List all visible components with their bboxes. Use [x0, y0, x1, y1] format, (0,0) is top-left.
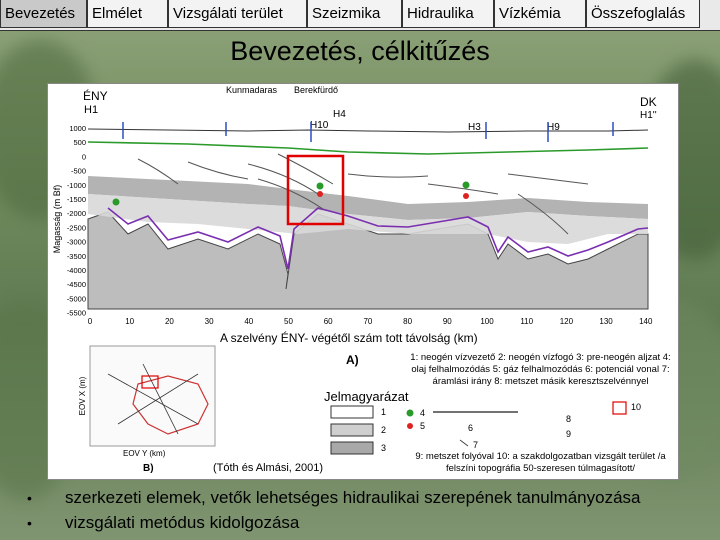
legend-flow-arrow: [460, 440, 468, 446]
bullet-item: [27, 513, 707, 538]
direction-se-label: DK: [640, 95, 657, 109]
cross-section-figure: [47, 83, 679, 480]
y-tick-label: -3500: [66, 251, 86, 261]
x-tick-label: 70: [363, 317, 373, 326]
tab-2[interactable]: Elmélet: [87, 0, 168, 28]
legend-swatch-aquitard: [331, 424, 373, 436]
x-tick-label: 30: [204, 317, 214, 326]
y-axis-ticks: [67, 124, 86, 318]
legend-caption-top: 1: neogén vízvezető 2: neogén vízfogó 3: pre-neogén aljzat 4: olaj felhalmozódás 5: gáz felhalmozódás 6: potenciál vonal 7: áramlási irány 8: metszet másik keresztszelvénnyel: [410, 352, 671, 387]
x-tick-label: 20: [164, 317, 174, 326]
y-tick-label: -4000: [66, 266, 86, 275]
y-tick-label: -1500: [66, 195, 86, 204]
legend-study-box: [613, 402, 626, 414]
top-navigation: [0, 0, 720, 31]
x-tick-label: 40: [244, 317, 254, 326]
legend-num-7: 7: [473, 440, 479, 450]
y-tick-label: 1000: [69, 124, 86, 133]
inset-map-frame: [90, 346, 215, 446]
legend-num-4: 4: [420, 408, 426, 418]
bullet-item: [27, 488, 707, 513]
legend-title: Jelmagyarázat: [324, 389, 409, 404]
well-label-h3: H3: [468, 122, 481, 133]
legend-swatch-aquifer: [331, 406, 373, 418]
tab-7[interactable]: Összefoglalás: [586, 0, 700, 28]
legend-caption-bottom: 9: metszet folyóval 10: a szakdolgozatban vizsgált terület /a felszíni topográfia 50-szeresen túlmagasított/: [415, 451, 666, 474]
tab-4[interactable]: Szeizmika: [307, 0, 402, 28]
legend-swatch-basement: [331, 442, 373, 454]
legend-num-9: 9: [566, 429, 572, 439]
x-tick-label: 60: [323, 317, 333, 326]
tab-6[interactable]: Vízkémia: [494, 0, 586, 28]
y-tick-label: -500: [70, 166, 86, 176]
tab-5[interactable]: Hidraulika: [402, 0, 494, 28]
x-tick-label: 130: [599, 317, 613, 326]
y-tick-label: -2500: [66, 223, 86, 233]
water-table-line: [88, 142, 648, 154]
legend-oil-marker: [407, 410, 414, 417]
x-tick-label: 90: [442, 317, 452, 326]
x-tick-label: 120: [559, 317, 574, 326]
well-label-h4: H4: [333, 109, 346, 120]
inset-y-label: EOV X (m): [78, 376, 87, 416]
topography-line: [88, 129, 648, 132]
source-credit: (Tóth és Almási, 2001): [212, 462, 324, 474]
x-axis-label: A szelvény ÉNY- végétől szám tott távolság (km): [220, 331, 478, 345]
y-tick-label: -2000: [66, 209, 86, 219]
legend-gas-marker: [407, 423, 413, 429]
panel-b-label: B): [143, 463, 154, 474]
y-axis-label: Magasság (m Bf): [52, 184, 62, 254]
x-axis-ticks: [88, 317, 653, 326]
x-tick-label: 80: [403, 317, 413, 326]
legend-num-2: 2: [381, 425, 387, 435]
y-tick-label: -5000: [66, 294, 86, 304]
bullet-list: [27, 488, 707, 538]
inset-x-label: EOV Y (km): [123, 449, 166, 458]
y-tick-label: -3000: [66, 237, 86, 247]
well-markers: [123, 122, 613, 142]
x-tick-label: 50: [284, 317, 293, 326]
bullet-marker: •: [27, 490, 32, 506]
legend-num-6: 6: [468, 423, 474, 433]
well-label-h9: H9: [547, 122, 560, 133]
well-label-h1-right: H1'': [640, 110, 657, 121]
x-tick-label: 0: [87, 317, 93, 326]
x-tick-label: 100: [480, 317, 494, 326]
x-tick-label: 140: [639, 317, 653, 326]
place-label-kunmadaras: Kunmadaras: [226, 85, 278, 95]
bullet-marker: •: [27, 515, 32, 531]
slide-title: Bevezetés, célkitűzés: [230, 36, 490, 66]
x-tick-label: 110: [520, 317, 534, 326]
place-label-berekfurdo: Berekfürdő: [294, 85, 339, 95]
well-label-h10: H10: [310, 120, 329, 131]
legend-num-8: 8: [566, 414, 572, 424]
y-tick-label: -5500: [66, 308, 86, 318]
legend-num-5: 5: [420, 421, 426, 431]
direction-nw-label: ÉNY: [83, 89, 108, 103]
y-tick-label: -1000: [66, 180, 86, 190]
legend-num-3: 3: [381, 443, 387, 453]
cross-section-drawing: [48, 84, 678, 479]
y-tick-label: 500: [73, 138, 86, 148]
tab-1[interactable]: Bevezetés: [0, 0, 87, 28]
y-tick-label: 0: [81, 152, 86, 162]
y-tick-label: -4500: [66, 280, 86, 290]
legend-num-1: 1: [381, 407, 387, 417]
tab-3[interactable]: Vizsgálati terület: [168, 0, 307, 28]
x-tick-label: 10: [125, 317, 135, 326]
bullet-text: szerkezeti elemek, vetők lehetséges hidraulikai szerepének tanulmányozása: [65, 488, 641, 507]
bullet-text: vizsgálati metódus kidolgozása: [65, 513, 300, 532]
legend-num-10: 10: [631, 402, 642, 412]
panel-a-label: A): [346, 353, 359, 367]
well-label-h1: H1: [84, 104, 99, 116]
